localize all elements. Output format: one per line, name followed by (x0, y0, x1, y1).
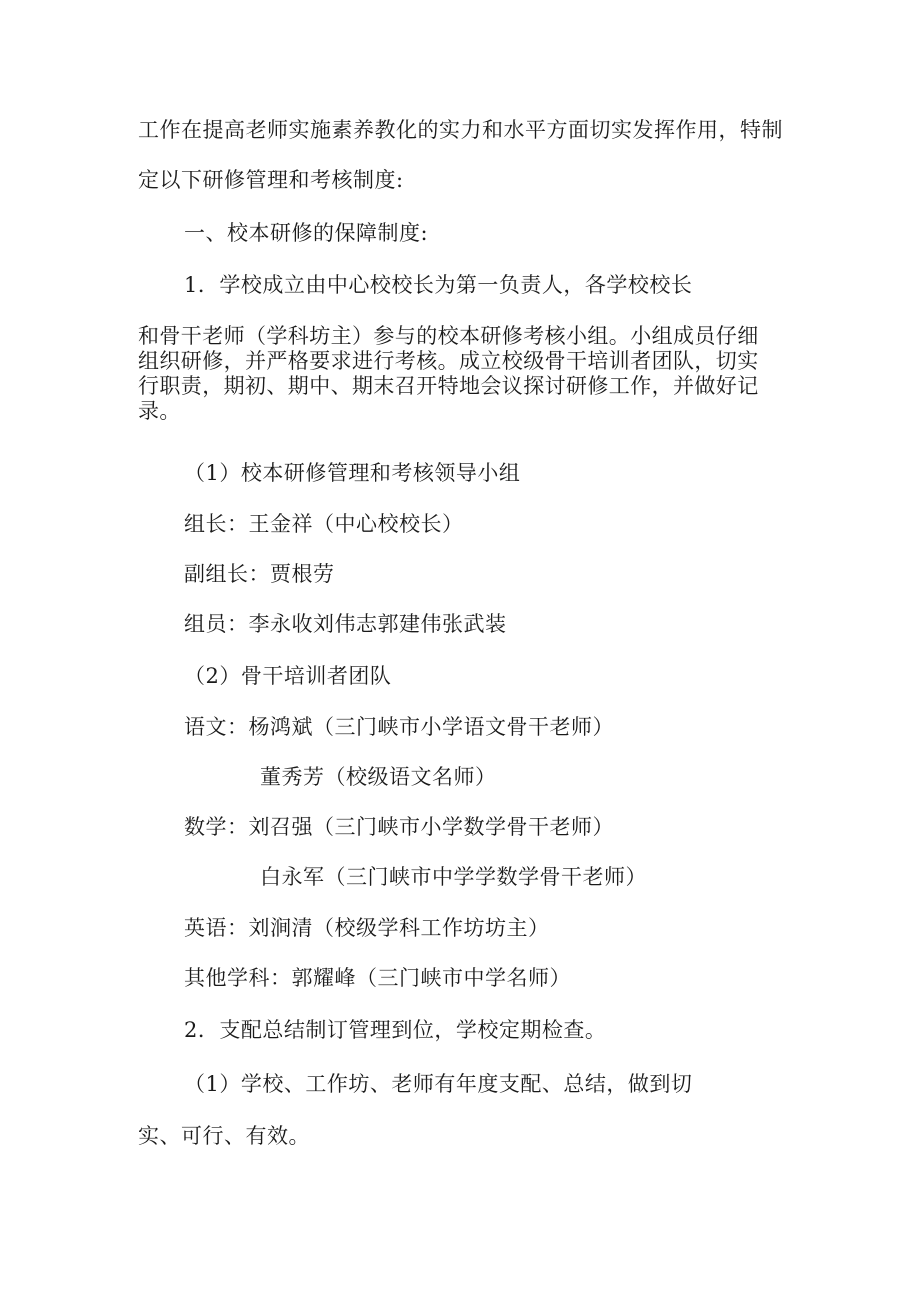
paragraph-line: （1）学校、工作坊、老师有年度支配、总结，做到切 (184, 1072, 693, 1096)
subsection-heading: （2）骨干培训者团队 (184, 664, 392, 688)
list-item: 组员：李永收刘伟志郭建伟张武装 (184, 612, 507, 636)
list-item: 其他学科：郭耀峰（三门峡市中学名师） (184, 966, 571, 990)
list-item: 数学：刘召强（三门峡市小学数学骨干老师） (184, 815, 614, 839)
paragraph-line: 行职责，期初、期中、期末召开特地会议探讨研修工作，并做好记 (138, 374, 759, 398)
subsection-heading: （1）校本研修管理和考核领导小组 (184, 461, 521, 485)
paragraph-line: 和骨干老师（学科坊主）参与的校本研修考核小组。小组成员仔细 (138, 324, 759, 348)
list-item: 英语：刘涧清（校级学科工作坊坊主） (184, 916, 550, 940)
paragraph-line: 2．支配总结制订管理到位，学校定期检查。 (184, 1018, 607, 1042)
list-item: 董秀芳（校级语文名师） (260, 765, 497, 789)
list-item: 语文：杨鸿斌（三门峡市小学语文骨干老师） (184, 715, 614, 739)
section-heading: 一、校本研修的保障制度: (184, 221, 429, 245)
list-item: 副组长：贾根劳 (184, 562, 335, 586)
paragraph-line: 1．学校成立由中心校校长为第一负责人，各学校校长 (184, 273, 693, 297)
list-item: 组长：王金祥（中心校校长） (184, 512, 464, 536)
paragraph-line: 录。 (138, 399, 181, 423)
paragraph-line: 组织研修，并严格要求进行考核。成立校级骨干培训者团队，切实 (138, 349, 759, 373)
paragraph-line: 定以下研修管理和考核制度: (138, 168, 404, 192)
list-item: 白永军（三门峡市中学学数学骨干老师） (260, 865, 647, 889)
paragraph-line: 工作在提高老师实施素养教化的实力和水平方面切实发挥作用，特制 (138, 118, 783, 142)
paragraph-line: 实、可行、有效。 (138, 1124, 310, 1148)
paragraph-block (138, 324, 778, 424)
